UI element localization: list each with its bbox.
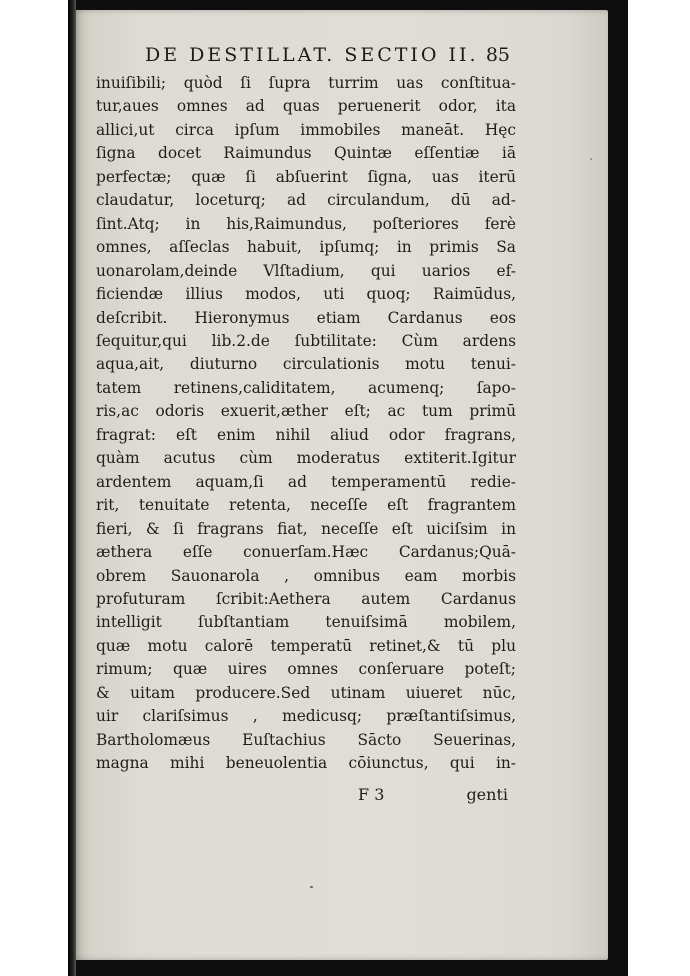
paper-speck — [310, 886, 313, 888]
text-line: perfectæ; quæ ſi abſuerint ſigna, uas iterū — [96, 167, 516, 186]
text-line: uonarolam,deinde Vlſtadium, qui uarios ef- — [96, 261, 516, 280]
page-footer — [96, 785, 516, 809]
text-line: claudatur, loceturq; ad circulandum, dū ad- — [96, 191, 516, 210]
catchword: genti — [466, 785, 508, 804]
text-line: rit, tenuitate retenta, neceſſe eſt fragrantem — [96, 496, 516, 515]
text-line: deſcribit. Hieronymus etiam Cardanus eos — [96, 308, 516, 327]
text-line: rimum; quæ uires omnes conſeruare poteſt; — [96, 660, 516, 679]
text-line: æthera eſſe conuerſam.Hæc Cardanus;Quā- — [96, 543, 516, 562]
text-line: ardentem aquam,ſi ad temperamentū redie- — [96, 472, 516, 491]
page-number: 85 — [485, 44, 510, 66]
text-line: ris,ac odoris exuerit,æther eſt; ac tum primū — [96, 402, 516, 421]
text-line: & uitam producere.Sed utinam uiueret nūc, — [96, 683, 516, 702]
text-line: aqua,ait, diuturno circulationis motu tenui- — [96, 355, 516, 374]
text-line: tur,aues omnes ad quas peruenerit odor, ita — [96, 97, 516, 116]
paper-speck — [590, 158, 592, 160]
text-line: tatem retinens,caliditatem, acumenq; ſapo- — [96, 378, 516, 397]
text-line: Bartholomæus Euſtachius Sācto Seuerinas, — [96, 730, 516, 749]
text-line: ſequitur,qui lib.2.de ſubtilitate: Cùm ardens — [96, 331, 516, 350]
text-line: fieri, & ſi fragrans fiat, neceſſe eſt uiciſsim in — [96, 519, 516, 538]
text-line: allici,ut circa ipſum immobiles maneāt. Hęc — [96, 120, 516, 139]
page-gutter — [68, 0, 76, 976]
text-line: uir clariſsimus , medicusq; præſtantiſsimus, — [96, 707, 516, 726]
text-line: profuturam ſcribit:Aethera autem Cardanus — [96, 589, 516, 608]
text-line: intelligit ſubſtantiam tenuiſsimā mobilem, — [96, 613, 516, 632]
text-line: quæ motu calorē temperatū retinet,& tū plu — [96, 636, 516, 655]
body-text — [96, 72, 516, 776]
text-line: inuiſibili; quòd ſi ſupra turrim uas conſtitua- — [96, 74, 516, 92]
text-line: ſint.Atq; in his,Raimundus, poſteriores ferè — [96, 214, 516, 233]
text-line: ſigna docet Raimundus Quintæ eſſentiæ iā — [96, 144, 516, 163]
text-line: obrem Sauonarola , omnibus eam morbis — [96, 566, 516, 585]
text-line: fragrat: eſt enim nihil aliud odor fragrans, — [96, 425, 516, 444]
text-line: ficiendæ illius modos, uti quoq; Raimūdus, — [96, 285, 516, 304]
text-line: magna mihi beneuolentia cōiunctus, qui in- — [96, 754, 516, 773]
text-line: omnes, aſſeclas habuit, ipſumq; in primis Sa — [96, 238, 516, 257]
running-header — [145, 44, 510, 66]
text-line: quàm acutus cùm moderatus extiterit.Igitur — [96, 449, 516, 468]
running-title: DE DESTILLAT. SECTIO II. — [145, 44, 479, 66]
signature-mark: F 3 — [358, 785, 385, 804]
